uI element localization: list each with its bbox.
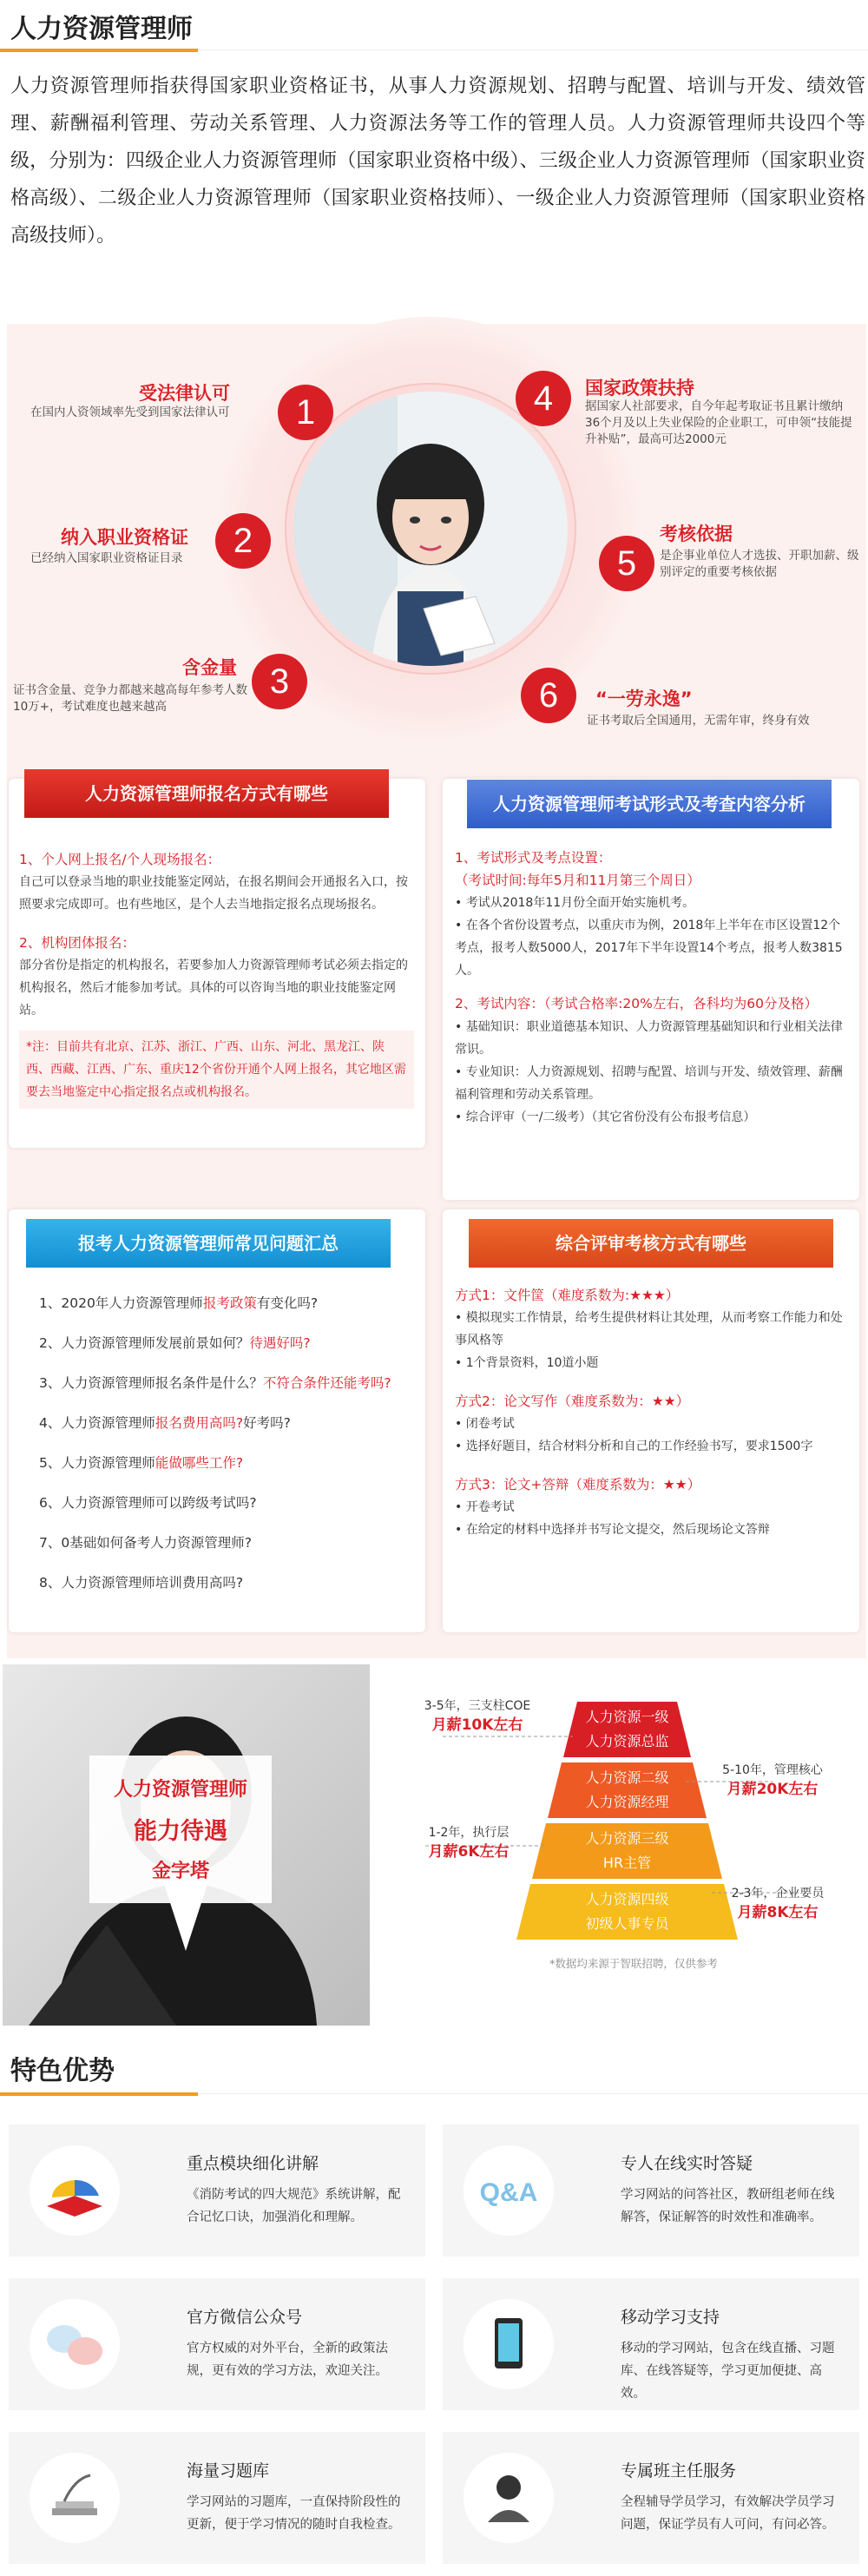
pyramid-label-4 — [516, 1884, 738, 1936]
advantage-title: 移动学习支持 — [621, 2308, 720, 2327]
annotation-3: 1-2年，执行层 月薪6K左右 — [408, 1823, 529, 1861]
banner-text-box — [89, 1756, 272, 1903]
exam-card — [443, 779, 859, 1200]
chart-icon — [30, 2145, 120, 2236]
review-method-1: 方式1：文件筐（难度系数为:★★★） — [455, 1288, 680, 1303]
signup-note: *注：目前共有北京、江苏、浙江、广西、山东、河北、黑龙江、陕西、西藏、江西、广东、重庆12个省份开通个人网上报名，其它地区需要去当地鉴定中心指定报名点或机构报名。 — [19, 1031, 414, 1109]
feature-4-number: 4 — [516, 371, 571, 426]
advantage-desc: 全程辅导学员学习，有效解决学员学习问题，保证学员有人可问，有问必答。 — [621, 2495, 835, 2532]
review-method-3b: • 在给定的材料中选择并书写论文提交，然后现场论文答辩 — [455, 1523, 770, 1537]
faq-text: 7、0基础如何备考人力资源管理师? — [39, 1535, 252, 1551]
pyramid-text-4a: 人力资源四级 — [585, 1891, 669, 1907]
feature-6-number: 6 — [521, 668, 576, 723]
banner-photo — [3, 1664, 370, 2026]
exam-line-2: • 在各个省份设置考点，以重庆市为例，2018年上半年在市区设置12个考点，报考人数5000人，2017年下半年设置14个考点，报考人数3815人。 — [455, 919, 843, 978]
feature-4-desc: 据国家人社部要求，自今年起考取证书且累计缴纳36个月及以上失业保险的企业职工，可申领“技能提升补贴”，最高可达2000元 — [585, 399, 852, 446]
annotation-2: 5-10年，管理核心 月薪20K左右 — [703, 1761, 842, 1799]
pyramid-label-1 — [563, 1702, 691, 1754]
faq-card — [9, 1209, 425, 1632]
annotation-4: 2-3年，企业要员 月薪8K左右 — [713, 1884, 842, 1922]
pyramid-text-2b: 人力资源经理 — [585, 1794, 669, 1810]
advantage-title: 专人在线实时答疑 — [621, 2154, 753, 2173]
page-title: 人力资源管理师 — [10, 14, 193, 44]
annotation-1: 3-5年，三支柱COE 月薪10K左右 — [408, 1696, 547, 1735]
wechat-icon — [30, 2299, 120, 2389]
feature-3-title: 含金量 — [182, 657, 237, 678]
advantage-desc: 学习网站的问答社区，教研组老师在线解答，保证解答的时效性和准确率。 — [621, 2188, 835, 2224]
feature-6-desc: 证书考取后全国通用，无需年审，终身有效 — [587, 714, 810, 728]
advantage-card — [9, 2278, 425, 2410]
feature-2-desc: 已经纳入国家职业资格证目录 — [30, 551, 183, 565]
feature-1-desc: 在国内人资领域率先受到国家法律认可 — [30, 405, 230, 419]
signup-tab: 人力资源管理师报名方式有哪些 — [24, 769, 389, 818]
annotation-1-salary: 月薪10K左右 — [431, 1716, 523, 1734]
faq-highlight: 报考政策 — [202, 1295, 257, 1311]
review-method-1b: • 1个背景资料，10道小题 — [455, 1356, 599, 1370]
feature-1-number: 1 — [278, 385, 333, 440]
exam-line-3: • 基础知识：职业道德基本知识、人力资源管理基础知识和行业相关法律常识。 — [455, 1020, 843, 1057]
banner-line-1: 人力资源管理师 — [113, 1779, 247, 1801]
signup-card — [9, 779, 425, 1148]
svg-text:Q&A: Q&A — [479, 2178, 538, 2207]
faq-highlight: 能做哪些工作? — [155, 1455, 244, 1471]
advantages-title: 特色优势 — [10, 2056, 115, 2086]
faq-item[interactable] — [39, 1293, 318, 1312]
faq-highlight: 待遇好吗? — [249, 1335, 311, 1351]
feature-wheel — [0, 324, 868, 736]
advantage-card — [443, 2125, 859, 2256]
advantage-title: 海量习题库 — [187, 2461, 270, 2480]
faq-highlight: 报名费用高吗? — [155, 1415, 244, 1431]
faq-text: 6、人力资源管理师可以跨级考试吗? — [39, 1495, 257, 1511]
feature-6-title: “一劳永逸” — [595, 688, 693, 709]
review-method-1a: • 模拟现实工作情景，给考生提供材料让其处理，从而考察工作能力和处事风格等 — [455, 1311, 843, 1347]
title-underline — [0, 49, 198, 52]
pyramid-note: *数据均来源于智联招聘，仅供参考 — [549, 1957, 718, 1970]
faq-item[interactable] — [39, 1572, 243, 1591]
advantage-desc: 移动的学习网站，包含在线直播、习题库、在线答疑等，学习更加便捷、高效。 — [621, 2342, 835, 2401]
exam-tab: 人力资源管理师考试形式及考查内容分析 — [467, 780, 832, 828]
faq-item[interactable] — [39, 1453, 243, 1472]
feature-3-number: 3 — [252, 654, 307, 709]
review-method-3a: • 开卷考试 — [455, 1500, 515, 1514]
advantage-title: 重点模块细化讲解 — [187, 2154, 319, 2173]
review-card — [443, 1209, 859, 1632]
intro-paragraph: 人力资源管理师指获得国家职业资格证书，从事人力资源规划、招聘与配置、培训与开发、绩效管理、薪酬福利管理、劳动关系管理、人力资源法务等工作的管理人员。人力资源管理师共设四个等级，分别为：四级企业人力资源管理师（国家职业资格中级）、三级企业人力资源管理师（国家职业资格高级）、二级企业人力资源管理师（国家职业资格技师）、一级企业人力资源管理师（国家职业资格高级技师）。 — [10, 76, 865, 247]
advantage-card — [9, 2125, 425, 2256]
pyramid-text-3a: 人力资源三级 — [585, 1830, 669, 1847]
annotation-3-salary: 月薪6K左右 — [428, 1843, 510, 1861]
faq-item[interactable] — [39, 1492, 257, 1512]
feature-3-desc: 证书含金量、竞争力都越来越高每年参考人数10万+，考试难度也越来越高 — [13, 683, 247, 714]
annotation-4-salary: 月薪8K左右 — [737, 1904, 819, 1921]
qa-icon — [464, 2145, 554, 2236]
advantage-card — [443, 2432, 859, 2564]
advantage-card — [443, 2278, 859, 2410]
exam-line-4: • 专业知识：人力资源规划、招聘与配置、培训与开发、绩效管理、薪酬福利管理和劳动关系管理。 — [455, 1065, 843, 1102]
faq-suffix: 好考吗? — [243, 1415, 291, 1431]
feature-5-desc: 是企事业单位人才选拔、开职加薪、级别评定的重要考核依据 — [660, 549, 859, 579]
annotation-2-salary: 月薪20K左右 — [727, 1781, 819, 1798]
faq-item[interactable] — [39, 1333, 311, 1352]
signup-text-2: 部分省份是指定的机构报名，若要参加人力资源管理师考试必须去指定的机构报名，然后才能参加考试。具体的可以咨询当地的职业技能鉴定网站。 — [19, 959, 408, 1018]
feature-2-number: 2 — [215, 513, 271, 569]
portrait-circle — [293, 392, 568, 666]
pyramid-label-3 — [532, 1823, 722, 1875]
feature-5-number: 5 — [599, 536, 654, 591]
faq-text: 3、人力资源管理师报名条件是什么？ — [39, 1375, 263, 1391]
exam-heading-1: 1、考试形式及考点设置： — [455, 850, 612, 866]
faq-highlight: 不符合条件还能考吗? — [262, 1375, 391, 1391]
advantage-desc: 《消防考试的四大规范》系统讲解，配合记忆口诀，加强消化和理解。 — [187, 2188, 401, 2224]
pyramid-text-3b: HR主管 — [602, 1855, 652, 1871]
exam-heading-2: 2、考试内容： — [455, 996, 544, 1011]
feature-4-title: 国家政策扶持 — [585, 378, 694, 399]
pyramid-text-4b: 初级人事专员 — [585, 1915, 669, 1932]
faq-text: 1、2020年人力资源管理师 — [39, 1295, 203, 1311]
faq-suffix: 有变化吗? — [256, 1295, 319, 1311]
faq-text: 2、人力资源管理师发展前景如何？ — [39, 1335, 250, 1351]
faq-item[interactable] — [39, 1532, 252, 1552]
signup-text-1: 自己可以登录当地的职业技能鉴定网站，在报名期间会开通报名入口，按照要求完成即可。也有些地区，是个人去当地指定报名点现场报名。 — [19, 875, 408, 912]
review-tab: 综合评审考核方式有哪些 — [469, 1219, 833, 1268]
faq-text: 4、人力资源管理师 — [39, 1415, 155, 1431]
woman-reading-illustration — [293, 392, 568, 666]
pyramid-text-2a: 人力资源二级 — [585, 1769, 669, 1786]
books-icon — [30, 2453, 120, 2543]
tutor-icon — [464, 2453, 554, 2543]
pyramid-text-1a: 人力资源一级 — [585, 1709, 669, 1725]
faq-text: 5、人力资源管理师 — [39, 1455, 155, 1471]
banner-line-3: 金字塔 — [151, 1861, 209, 1882]
advantage-title: 专属班主任服务 — [621, 2461, 737, 2480]
banner-line-2: 能力待遇 — [134, 1818, 227, 1845]
feature-1-title: 受法律认可 — [139, 383, 230, 404]
faq-item[interactable] — [39, 1413, 291, 1432]
signup-heading-2: 2、机构团体报名： — [19, 935, 135, 951]
review-method-3: 方式3：论文+答辩（难度系数为：★★） — [455, 1477, 701, 1492]
mobile-icon — [464, 2299, 554, 2389]
exam-line-5: • 综合评审（一/二级考）（其它省份没有公布报考信息） — [455, 1110, 756, 1124]
salary-pyramid — [408, 1684, 842, 2023]
advantage-desc: 学习网站的习题库，一直保持阶段性的更新，便于学习情况的随时自我检查。 — [187, 2495, 401, 2532]
signup-heading-1: 1、个人网上报名/个人现场报名： — [19, 852, 221, 867]
feature-5-title: 考核依据 — [660, 524, 733, 544]
review-method-2b: • 选择好题目，结合材料分析和自己的工作经验书写，要求1500字 — [455, 1440, 813, 1453]
advantage-desc: 官方权威的对外平台，全新的政策法规，更有效的学习方法，欢迎关注。 — [187, 2342, 388, 2378]
faq-text: 8、人力资源管理师培训费用高吗? — [39, 1575, 244, 1591]
faq-tab: 报考人力资源管理师常见问题汇总 — [26, 1219, 391, 1268]
pyramid-text-1b: 人力资源总监 — [585, 1733, 669, 1749]
exam-heading-2b: （考试合格率:20%左右，各科均为60分及格） — [543, 996, 819, 1011]
review-method-2: 方式2：论文写作（难度系数为：★★） — [455, 1393, 690, 1409]
exam-line-1: • 考试从2018年11月份全面开始实施机考。 — [455, 896, 695, 910]
pyramid-label-2 — [548, 1762, 707, 1815]
faq-item[interactable] — [39, 1373, 391, 1392]
advantage-title: 官方微信公众号 — [187, 2308, 303, 2327]
advantage-card — [9, 2432, 425, 2564]
exam-heading-1b: （考试时间:每年5月和11月第三个周日） — [455, 873, 700, 888]
review-method-2a: • 闭卷考试 — [455, 1417, 515, 1431]
feature-2-title: 纳入职业资格证 — [61, 527, 188, 548]
advantages-underline — [0, 2092, 198, 2096]
